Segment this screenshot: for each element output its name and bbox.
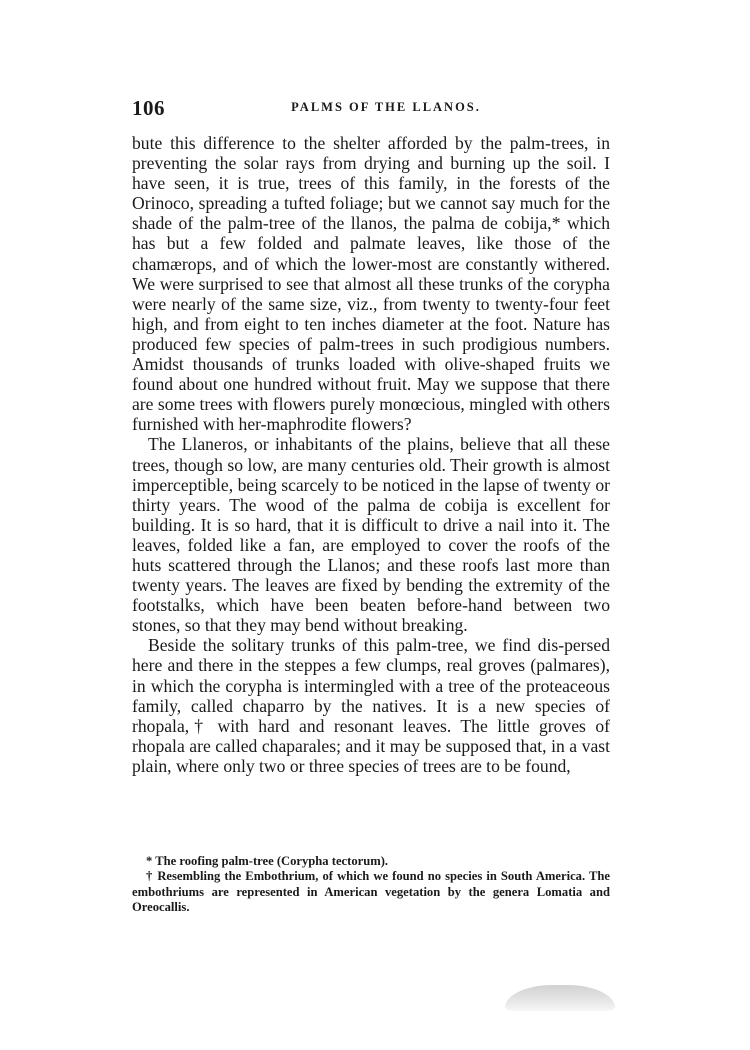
page-header [132,96,610,120]
paragraph: The Llaneros, or inhabitants of the plains, believe that all these trees, though so low, are many centuries old. Their growth is almost imperceptible, being scarcely to be noticed in the lapse of twenty or thirty years. The wood of the palma de cobija is excellent for building. It is so hard, that it is difficult to drive a nail into it. The leaves, folded like a fan, are employed to cover the roofs of the huts scattered through the Llanos; and these roofs last more than twenty years. The leaves are fixed by bending the extremity of the footstalks, which have been beaten before-hand between two stones, so that they may bend without breaking. [132,434,610,636]
paragraph-continued: bute this difference to the shelter afforded by the palm-trees, in preventing the solar rays from drying and burning up the soil. I have seen, it is true, trees of this family, in the forests of the Orinoco, spreading a tufted foliage; but we cannot say much for the shade of the palm-tree of the llanos, the palma de cobija,* which has but a few folded and palmate leaves, like those of the chamærops, and of which the lower-most are constantly withered. We were surprised to see that almost all these trunks of the corypha were nearly of the same size, viz., from twenty to twenty-four feet high, and from eight to ten inches diameter at the foot. Nature has produced few species of palm-trees in such prodigious numbers. Amidst thousands of trunks loaded with olive-shaped fruits we found about one hundred without fruit. May we suppose that there are some trees with flowers purely monœcious, mingled with others furnished with her-maphrodite flowers? [132,133,610,435]
paragraph: Beside the solitary trunks of this palm-tree, we find dis-persed here and there in the steppes a few clumps, real groves (palmares), in which the corypha is intermingled with a tree of the proteaceous family, called chaparro by the natives. It is a new species of rhopala,† with hard and resonant leaves. The little groves of rhopala are called chaparales; and it may be supposed that, in a vast plain, where only two or three species of trees are to be found, [132,635,610,776]
scan-shadow [505,985,615,1011]
page-number: 106 [132,96,165,120]
footnotes [132,854,610,916]
footnote: † Resembling the Embothrium, of which we found no species in South America. The embothriums are represented in American vegetation by the genera Lomatia and Oreocallis. [132,869,610,915]
footnote: * The roofing palm-tree (Corypha tectorum). [146,854,389,868]
body-text [132,133,610,776]
running-head: PALMS OF THE LLANOS. [291,100,481,114]
